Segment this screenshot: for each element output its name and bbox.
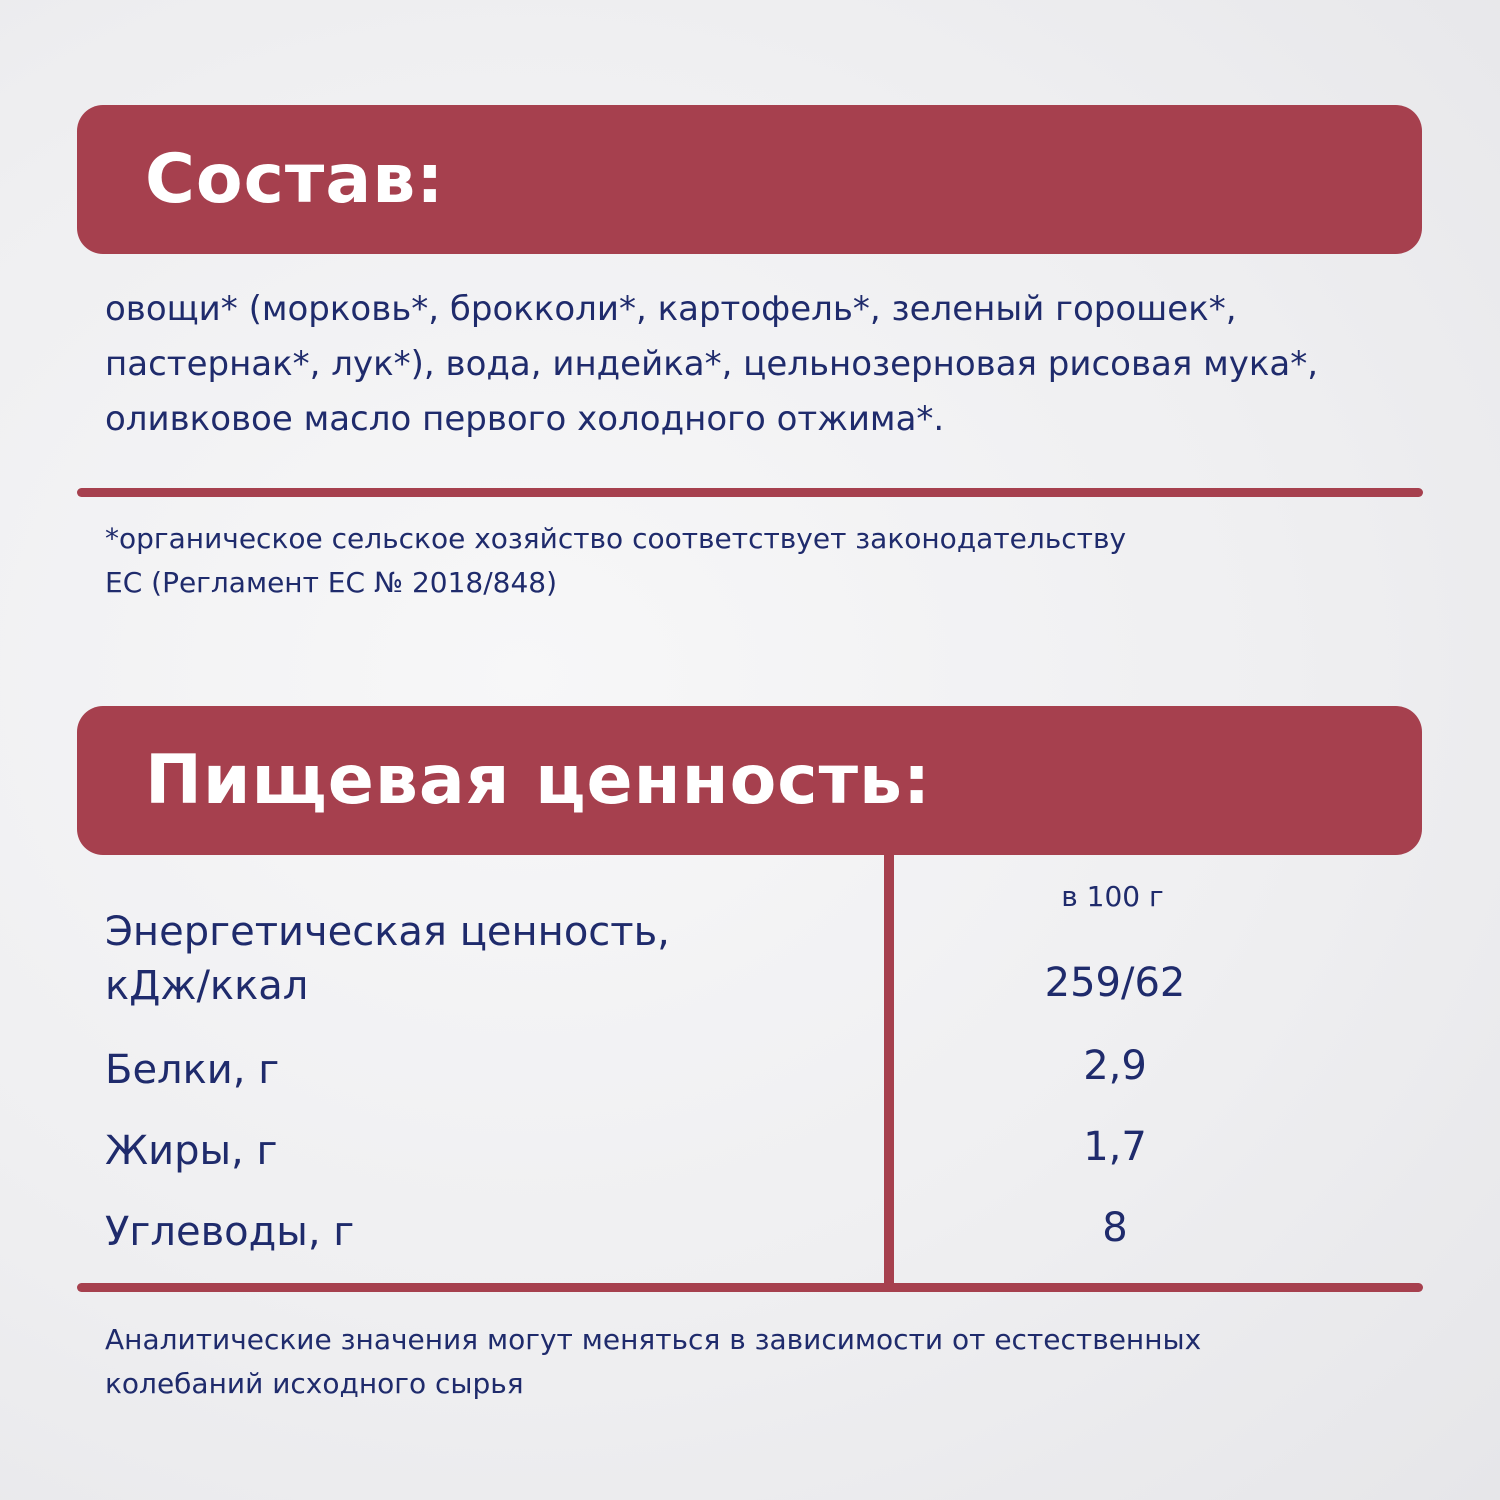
energy-value: 259/62 <box>1044 960 1186 1006</box>
ingredients-line: оливковое масло первого холодного отжима*. <box>105 399 945 439</box>
fat-label: Жиры, г <box>105 1128 278 1174</box>
table-bottom-line <box>77 1283 1423 1292</box>
per-100g-header: в 100 г <box>1061 880 1164 913</box>
ingredients-text <box>105 282 1435 447</box>
analytical-disclaimer <box>105 1318 1435 1406</box>
carbs-value: 8 <box>1102 1205 1128 1251</box>
composition-title: Состав: <box>145 140 445 219</box>
composition-header <box>77 105 1422 254</box>
carbs-label: Углеводы, г <box>105 1209 355 1255</box>
disclaimer-line: колебаний исходного сырья <box>105 1367 524 1400</box>
protein-label: Белки, г <box>105 1047 280 1093</box>
energy-label-line: кДж/ккал <box>105 963 309 1009</box>
footnote-line: *органическое сельское хозяйство соответствует законодательству <box>105 522 1127 555</box>
protein-value: 2,9 <box>1083 1043 1147 1089</box>
fat-value: 1,7 <box>1083 1124 1147 1170</box>
organic-footnote <box>105 517 1435 605</box>
disclaimer-line: Аналитические значения могут меняться в зависимости от естественных <box>105 1323 1202 1356</box>
footnote-line: ЕС (Регламент ЕС № 2018/848) <box>105 566 558 599</box>
energy-label <box>105 905 670 1013</box>
table-column-divider <box>884 852 894 1288</box>
divider-line <box>77 488 1423 497</box>
nutrition-title: Пищевая ценность: <box>145 741 932 820</box>
nutrition-header <box>77 706 1422 855</box>
ingredients-line: овощи* (морковь*, брокколи*, картофель*, зеленый горошек*, <box>105 289 1237 329</box>
energy-label-line: Энергетическая ценность, <box>105 909 670 955</box>
ingredients-line: пастернак*, лук*), вода, индейка*, цельнозерновая рисовая мука*, <box>105 344 1319 384</box>
